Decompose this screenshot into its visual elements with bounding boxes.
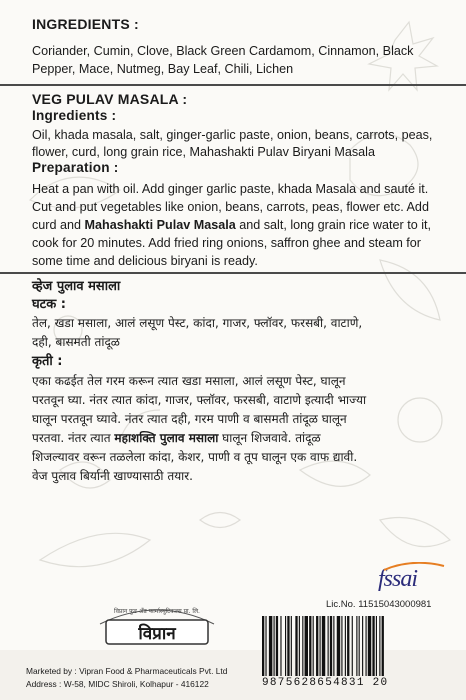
marathi-method-line-5: शिजल्यावर वरून तळलेला कांदा, केशर, पाणी व तूप घालून एक वाफ द्यावी. [32, 450, 358, 464]
barcode-bar [285, 616, 286, 676]
marketed-by-block [26, 665, 227, 691]
english-prep-line-3 [32, 216, 448, 234]
ingredients-heading: INGREDIENTS : [32, 16, 139, 32]
prep-line-3-post: and salt, long grain rice water to it, [235, 218, 432, 232]
address: Address : W-58, MIDC Shiroli, Kolhapur - 416122 [26, 679, 209, 689]
marathi-method-line-1: एका कढईत तेल गरम करून त्यात खडा मसाला, आलं लसूण पेस्ट, घालून [32, 374, 346, 388]
section-divider-middle [0, 272, 466, 274]
barcode-bar [372, 616, 374, 676]
barcode [258, 616, 454, 676]
barcode-bar [330, 616, 332, 676]
barcode-bar [368, 616, 371, 676]
marathi-recipe-heading: व्हेज पुलाव मसाला [32, 279, 121, 294]
barcode-bar [376, 616, 377, 676]
method-line-4-product-name: महाशक्ति पुलाव मसाला [114, 431, 219, 445]
marathi-ingredients-line-1: तेल, खडा मसाला, आलं लसूण पेस्ट, कांदा, गाजर, फ्लॉवर, फरसबी, वाटाणे, [32, 316, 363, 330]
barcode-bar [347, 616, 349, 676]
barcode-bar [274, 616, 275, 676]
barcode-bar [313, 616, 314, 676]
barcode-bar [269, 616, 272, 676]
barcode-bar [366, 616, 367, 676]
barcode-bar [328, 616, 329, 676]
barcode-bar [287, 616, 289, 676]
english-ingredients-line-1: Oil, khada masala, salt, ginger-garlic paste, onion, beans, carrots, peas, [32, 128, 433, 142]
marketed-by: Marketed by : Vipran Food & Pharmaceuticals Pvt. Ltd [26, 666, 228, 676]
marathi-method-heading: कृती : [32, 354, 63, 369]
barcode-bar [356, 616, 357, 676]
barcode-bar [309, 616, 311, 676]
marathi-method-line-4 [32, 429, 448, 448]
ingredients-line-1: Coriander, Cumin, Clove, Black Green Cardamom, Cinnamon, Black [32, 44, 414, 58]
brand-arc-text: विप्रान फूड अँड फार्मास्युटिकल्स प्रा. लि. [114, 608, 200, 615]
english-prep-line-2: Cut and put vegetables like onion, beans, carrots, peas, flower etc. Add [32, 200, 429, 214]
english-preparation-heading: Preparation : [32, 160, 119, 175]
marathi-ingredients-heading: घटक : [32, 297, 66, 312]
barcode-bar [359, 616, 360, 676]
prep-line-3-product-name: Mahashakti Pulav Masala [84, 218, 236, 232]
english-ingredients-heading: Ingredients : [32, 108, 117, 123]
barcode-bar [302, 616, 303, 676]
english-prep-line-4: cook for 20 minutes. Add fried ring onions, saffron ghee and steam for [32, 236, 422, 250]
barcode-bar [316, 616, 318, 676]
barcode-bar [333, 616, 334, 676]
license-number: Lic.No. 11515043000981 [326, 599, 432, 610]
ingredients-line-2: Pepper, Mace, Nutmeg, Bay Leaf, Chili, Lichen [32, 62, 294, 76]
barcode-bar [345, 616, 346, 676]
english-recipe-heading: VEG PULAV MASALA : [32, 91, 188, 107]
barcode-bar [320, 616, 321, 676]
barcode-bar [291, 616, 292, 676]
barcode-bar [299, 616, 300, 676]
marathi-method-line-6: वेज पुलाव बिर्यानी खाण्यासाठी तयार. [32, 469, 193, 483]
barcode-bar [295, 616, 297, 676]
english-prep-line-5: some time and delicious biryani is ready. [32, 254, 258, 268]
barcode-bar [262, 616, 264, 676]
barcode-bar [379, 616, 380, 676]
marathi-ingredients-line-2: दही, बासमती तांदूळ [32, 335, 120, 349]
fssai-swoosh-icon [382, 562, 446, 572]
barcode-bar [322, 616, 325, 676]
brand-logo-text: विप्रान [138, 624, 176, 644]
method-line-4-post: घालून शिजवावे. तांदूळ [218, 431, 321, 445]
barcode-number: 9875628654831 20 [262, 677, 389, 689]
english-prep-line-1: Heat a pan with oil. Add ginger garlic paste, khada Masala and sauté it. [32, 182, 429, 196]
barcode-bar [265, 616, 266, 676]
brand-logo [86, 604, 228, 646]
marathi-method-line-2: परतवून घ्या. नंतर त्यात कांदा, गाजर, फ्लॉवर, फरसबी, वाटाणे इत्यादी भाज्या [32, 393, 367, 407]
section-divider-top [0, 84, 466, 86]
barcode-bar [382, 616, 384, 676]
barcode-bar [362, 616, 363, 676]
barcode-bar [352, 616, 353, 676]
fssai-logo-text: fssai [378, 566, 418, 592]
marathi-method-line-3: घालून परतवून घ्यावे. नंतर त्यात दही, गरम पाणी व बासमती तांदूळ घालून [32, 412, 347, 426]
barcode-bar [337, 616, 340, 676]
fssai-logo [378, 566, 448, 592]
barcode-bar [280, 616, 281, 676]
english-ingredients-line-2: flower, curd, long grain rice, Mahashakti Pulav Biryani Masala [32, 145, 375, 159]
barcode-bar [276, 616, 278, 676]
barcode-bar [341, 616, 342, 676]
barcode-bar [305, 616, 308, 676]
prep-line-3-pre: curd and [32, 218, 85, 232]
method-line-4-pre: परतवा. नंतर त्यात [32, 431, 115, 445]
